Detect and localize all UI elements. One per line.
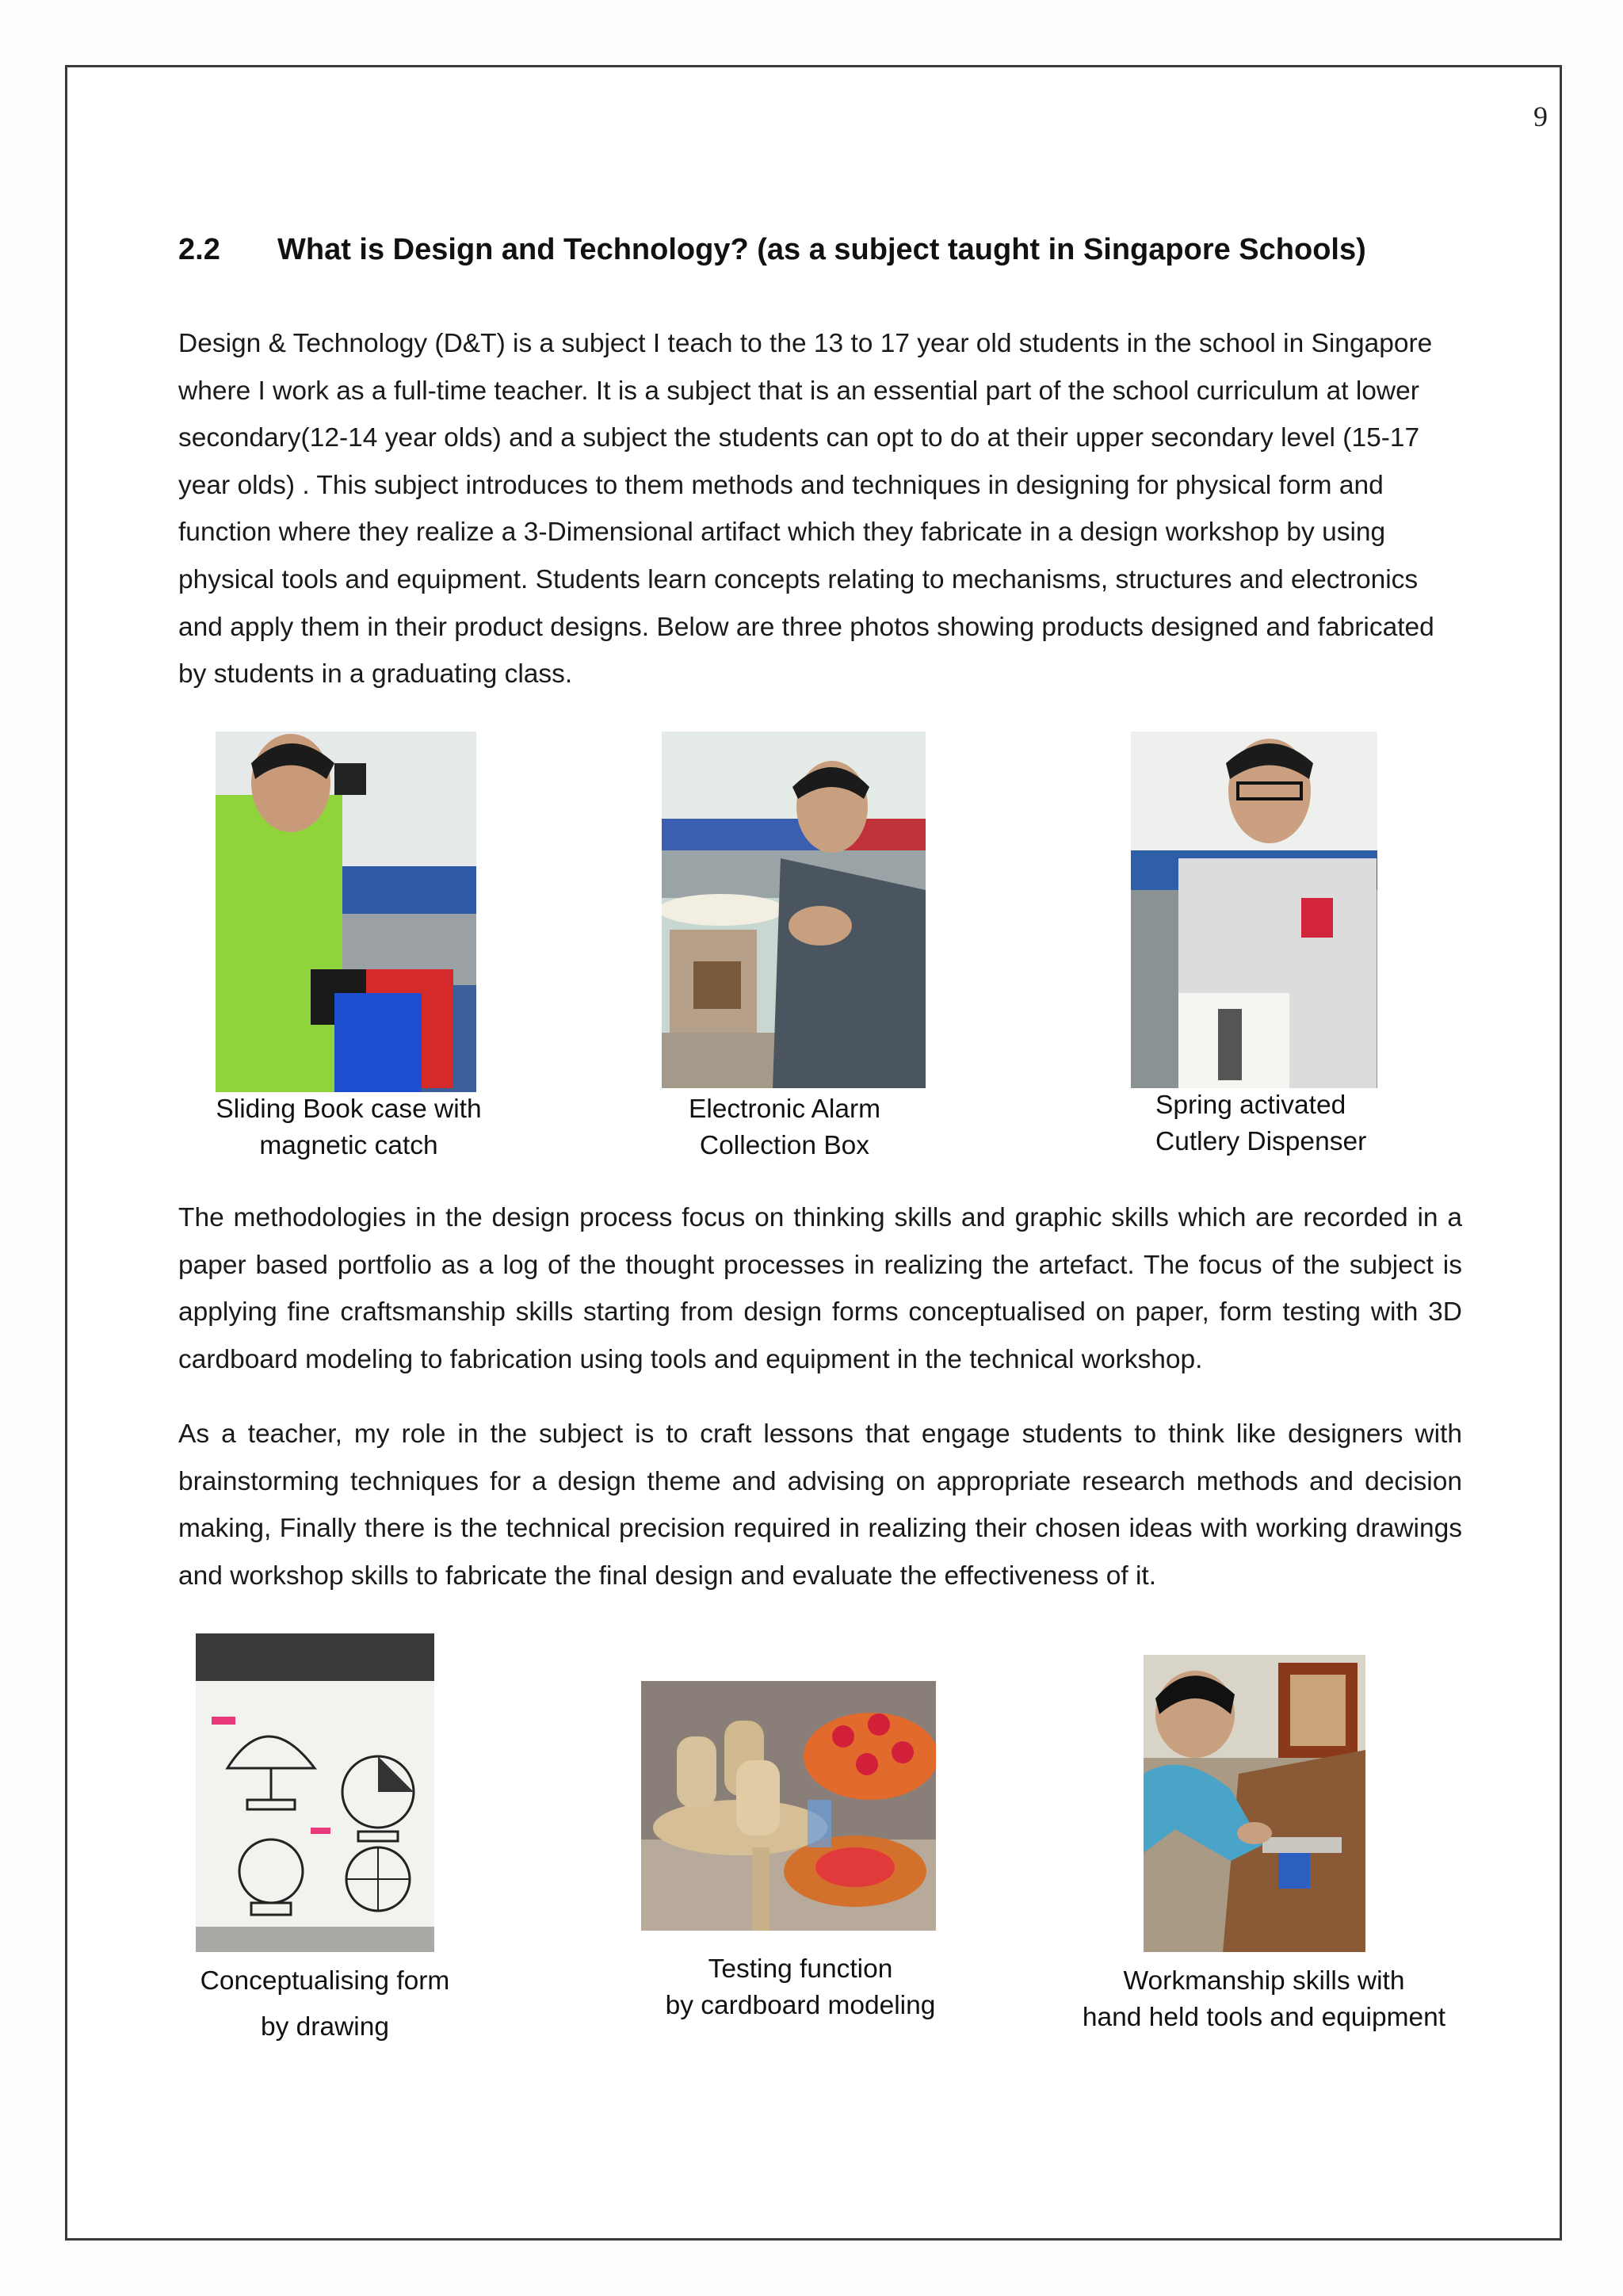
caption-line: Electronic Alarm [688,1095,881,1124]
caption-line: Collection Box [699,1131,870,1160]
caption-line: hand held tools and equipment [1082,2003,1446,2032]
caption-cardboard-model [642,1951,959,2024]
photo-cardboard-model [641,1681,936,1931]
photo-concept-drawing [196,1633,434,1952]
teacher-role-paragraph: As a teacher, my role in the subject is to craft lessons that engage students to think like designers with brainstorming techniques for a design theme and advising on appropriate research methods and decision making, Finally there is the technical precision required in realizing their chosen ideas with working drawings and workshop skills to fabricate the final design and evaluate the effectiveness of it. [178,1419,1462,1591]
caption-line: Workmanship skills with [1123,1966,1405,1996]
caption-workmanship [1054,1963,1474,2036]
caption-line: magnetic catch [259,1131,438,1160]
photo-cutlery-dispenser [1131,732,1377,1088]
caption-sliding-bookcase [190,1091,507,1164]
caption-line: by drawing [260,2012,389,2042]
caption-cutlery-dispenser [1155,1087,1409,1160]
caption-alarm-collection-box [626,1091,943,1164]
caption-concept-drawing [158,1958,491,2050]
caption-line: Cutlery Dispenser [1155,1127,1367,1156]
section-number: 2.2 [178,233,220,266]
section-title: What is Design and Technology? (as a subject taught in Singapore Schools) [277,233,1366,266]
methodology-paragraph: The methodologies in the design process focus on thinking skills and graphic skills which are recorded in a paper based portfolio as a log of the thought processes in realizing the artefact. The focus of the subject is applying fine craftsmanship skills starting from design forms conceptualised on paper, form testing with 3D cardboard modeling to fabrication using tools and equipment in the technical workshop. [178,1203,1462,1374]
caption-line: by cardboard modeling [665,1991,936,2020]
caption-line: Testing function [708,1954,893,1984]
section-heading [178,233,1366,267]
page-number: 9 [1533,101,1548,132]
caption-line: Conceptualising form [200,1966,450,1996]
photo-sliding-bookcase [216,732,476,1092]
intro-paragraph: Design & Technology (D&T) is a subject I teach to the 13 to 17 year old students in the school in Singapore where I work as a full-time teacher. It is a subject that is an essential part of the school curriculum at lower secondary(12-14 year olds) and a subject the students can opt to do at their upper secondary level (15-17 year olds) . This subject introduces to them methods and techniques in designing for physical form and function where they realize a 3-Dimensional artifact which they fabricate in a design workshop by using physical tools and equipment. Students learn concepts relating to mechanisms, structures and electronics and apply them in their product designs. Below are three photos showing products designed and fabricated by students in a graduating class. [178,329,1434,690]
caption-line: Spring activated [1155,1091,1346,1120]
photo-workmanship [1144,1655,1365,1952]
photo-alarm-collection-box [662,732,926,1088]
caption-line: Sliding Book case with [216,1095,482,1124]
